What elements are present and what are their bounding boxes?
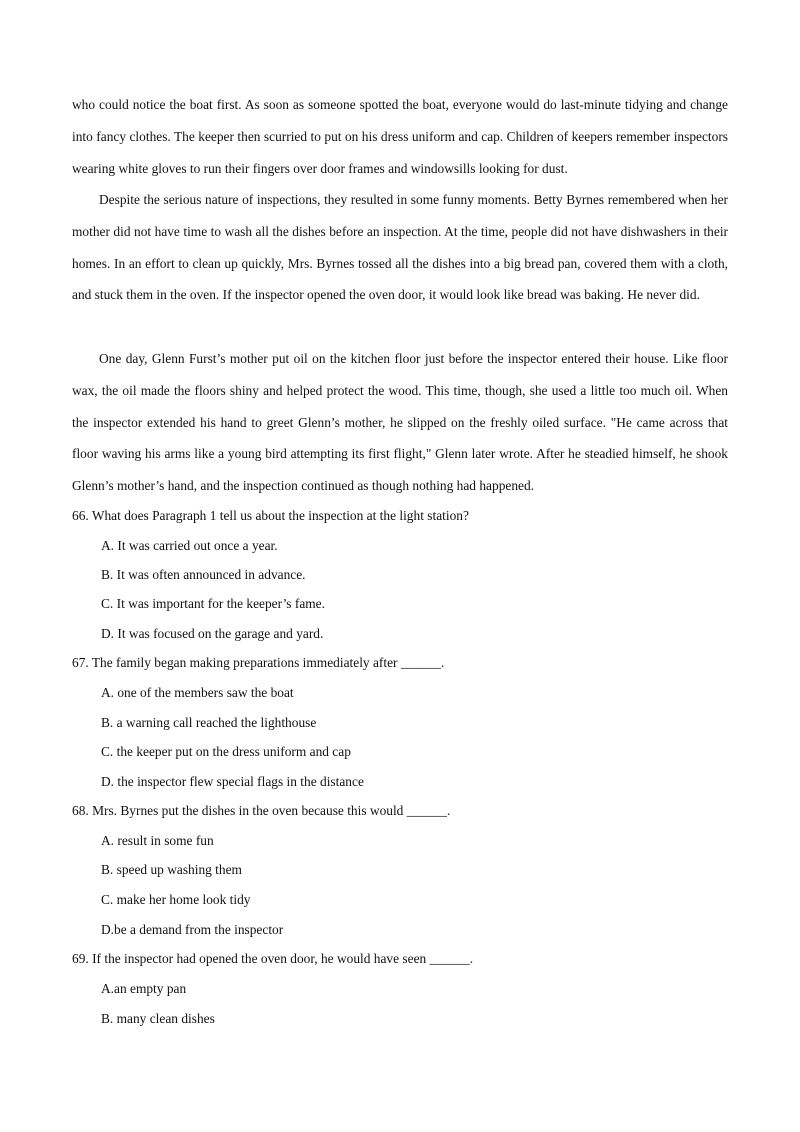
question-69-option-a: A.an empty pan <box>101 981 187 996</box>
question-68-option-a: A. result in some fun <box>101 833 214 848</box>
question-68-stem: 68. Mrs. Byrnes put the dishes in the oven because this would ______. <box>72 803 451 818</box>
passage-paragraph-1: who could notice the boat first. As soon as someone spotted the boat, everyone would do last-minute tidying and change into fancy clothes. The keeper then scurried to put on his dress uniform and cap. Children of keepers remember inspectors wearing white gloves to run their fingers over door frames and windowsills looking for dust. <box>72 97 728 176</box>
question-66-option-d: D. It was focused on the garage and yard. <box>101 626 324 641</box>
question-66-option-a: A. It was carried out once a year. <box>101 538 278 553</box>
question-69-stem: 69. If the inspector had opened the oven door, he would have seen ______. <box>72 951 474 966</box>
question-66-option-b: B. It was often announced in advance. <box>101 567 306 582</box>
passage-paragraph-3: One day, Glenn Furst’s mother put oil on the kitchen floor just before the inspector entered their house. Like floor wax, the oil made the floors shiny and helped protect the wood. This time, though, she used a little too much oil. When the inspector extended his hand to greet Glenn’s mother, he slipped on the freshly oiled surface. "He came across that floor waving his arms like a young bird attempting its first flight," Glenn later wrote. After he steadied himself, he shook Glenn’s mother’s hand, and the inspection continued as though nothing had happened. <box>72 351 728 494</box>
question-67-option-a: A. one of the members saw the boat <box>101 685 294 700</box>
question-66-option-c: C. It was important for the keeper’s fame. <box>101 596 325 611</box>
question-67-stem: 67. The family began making preparations immediately after ______. <box>72 655 445 670</box>
question-68-option-d: D.be a demand from the inspector <box>101 922 284 937</box>
question-67-option-b: B. a warning call reached the lighthouse <box>101 715 317 730</box>
question-69-option-b: B. many clean dishes <box>101 1011 215 1026</box>
question-68-option-c: C. make her home look tidy <box>101 892 251 907</box>
question-66-stem: 66. What does Paragraph 1 tell us about the inspection at the light station? <box>72 508 469 523</box>
passage-paragraph-2: Despite the serious nature of inspections, they resulted in some funny moments. Betty Byrnes remembered when her mother did not have time to wash all the dishes before an inspection. At the time, people did not have dishwashers in their homes. In an effort to clean up quickly, Mrs. Byrnes tossed all the dishes into a big bread pan, covered them with a cloth, and stuck them in the oven. If the inspector opened the oven door, it would look like bread was baking. He never did. <box>72 192 728 303</box>
question-68-option-b: B. speed up washing them <box>101 862 242 877</box>
question-67-option-d: D. the inspector flew special flags in the distance <box>101 774 364 789</box>
question-67-option-c: C. the keeper put on the dress uniform and cap <box>101 744 351 759</box>
